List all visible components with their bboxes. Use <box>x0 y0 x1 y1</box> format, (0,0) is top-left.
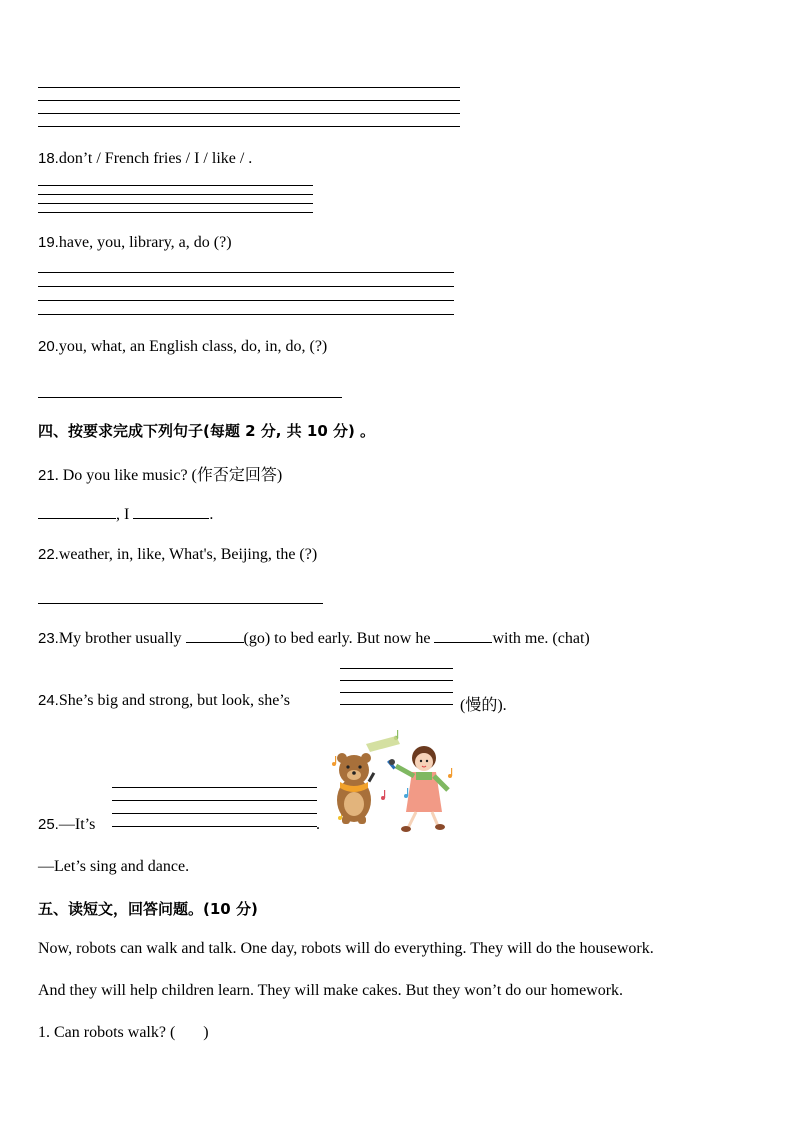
answer-lines-17[interactable] <box>38 87 460 127</box>
question-number: 21 <box>38 467 55 484</box>
answer-lines-25[interactable] <box>112 787 317 827</box>
answer-lines-24[interactable] <box>340 668 453 705</box>
hint-24: (慢的). <box>460 697 507 714</box>
answer-end: . <box>209 506 214 523</box>
answer-text: , I <box>116 506 130 523</box>
blank-23a[interactable] <box>186 628 244 643</box>
section-4-title: 四、按要求完成下列句子(每题 2 分, 共 10 分) 。 <box>38 422 376 440</box>
question-number: 24. <box>38 692 59 709</box>
answer-21 <box>38 504 213 524</box>
question-25 <box>38 816 95 834</box>
question-23 <box>38 628 590 648</box>
blank-21b[interactable] <box>133 504 209 519</box>
bear-figure <box>337 753 375 824</box>
reading-question-1: 1. Can robots walk? ( ) <box>38 1024 209 1041</box>
question-number: 19. <box>38 234 59 251</box>
question-text: —It’s <box>58 816 96 833</box>
answer-lines-19[interactable] <box>38 272 454 315</box>
question-text-part2: (go) to bed early. But now he <box>243 630 431 647</box>
question-19 <box>38 234 232 252</box>
question-21 <box>38 462 282 485</box>
question-text: . Do you like music? (作否定回答) <box>54 467 283 484</box>
passage-line-1: Now, robots can walk and talk. One day, robots will do everything. They will do the housework. <box>38 940 654 957</box>
question-22 <box>38 546 317 564</box>
question-text-part3: with me. (chat) <box>492 630 590 647</box>
question-25-end: . <box>316 816 320 833</box>
question-18 <box>38 150 252 168</box>
question-number: 18. <box>38 150 59 167</box>
question-number: 20. <box>38 338 59 355</box>
question-24 <box>38 692 290 710</box>
question-text: you, what, an English class, do, in, do, (?) <box>58 338 328 355</box>
question-number: 23. <box>38 630 59 647</box>
question-number: 25. <box>38 816 59 833</box>
question-text: She’s big and strong, but look, she’s <box>58 692 290 709</box>
singing-bear-girl-illustration <box>326 730 456 834</box>
girl-figure <box>387 746 448 832</box>
question-text: weather, in, like, What's, Beijing, the (?) <box>58 546 318 563</box>
reply-25: —Let’s sing and dance. <box>38 858 190 875</box>
blank-23b[interactable] <box>434 628 492 643</box>
answer-line-20[interactable] <box>38 397 342 398</box>
passage-line-2: And they will help children learn. They will make cakes. But they won’t do our homework. <box>38 982 624 999</box>
question-20 <box>38 338 327 356</box>
question-number: 22. <box>38 546 59 563</box>
answer-lines-18[interactable] <box>38 185 313 213</box>
blank-21a[interactable] <box>38 504 116 519</box>
question-text: have, you, library, a, do (?) <box>58 234 232 251</box>
question-text: don’t / French fries / I / like / . <box>58 150 253 167</box>
section-5-title: 五、读短文，回答问题。(10 分) <box>38 900 258 918</box>
answer-line-22[interactable] <box>38 603 323 604</box>
question-text-part1: My brother usually <box>58 630 182 647</box>
